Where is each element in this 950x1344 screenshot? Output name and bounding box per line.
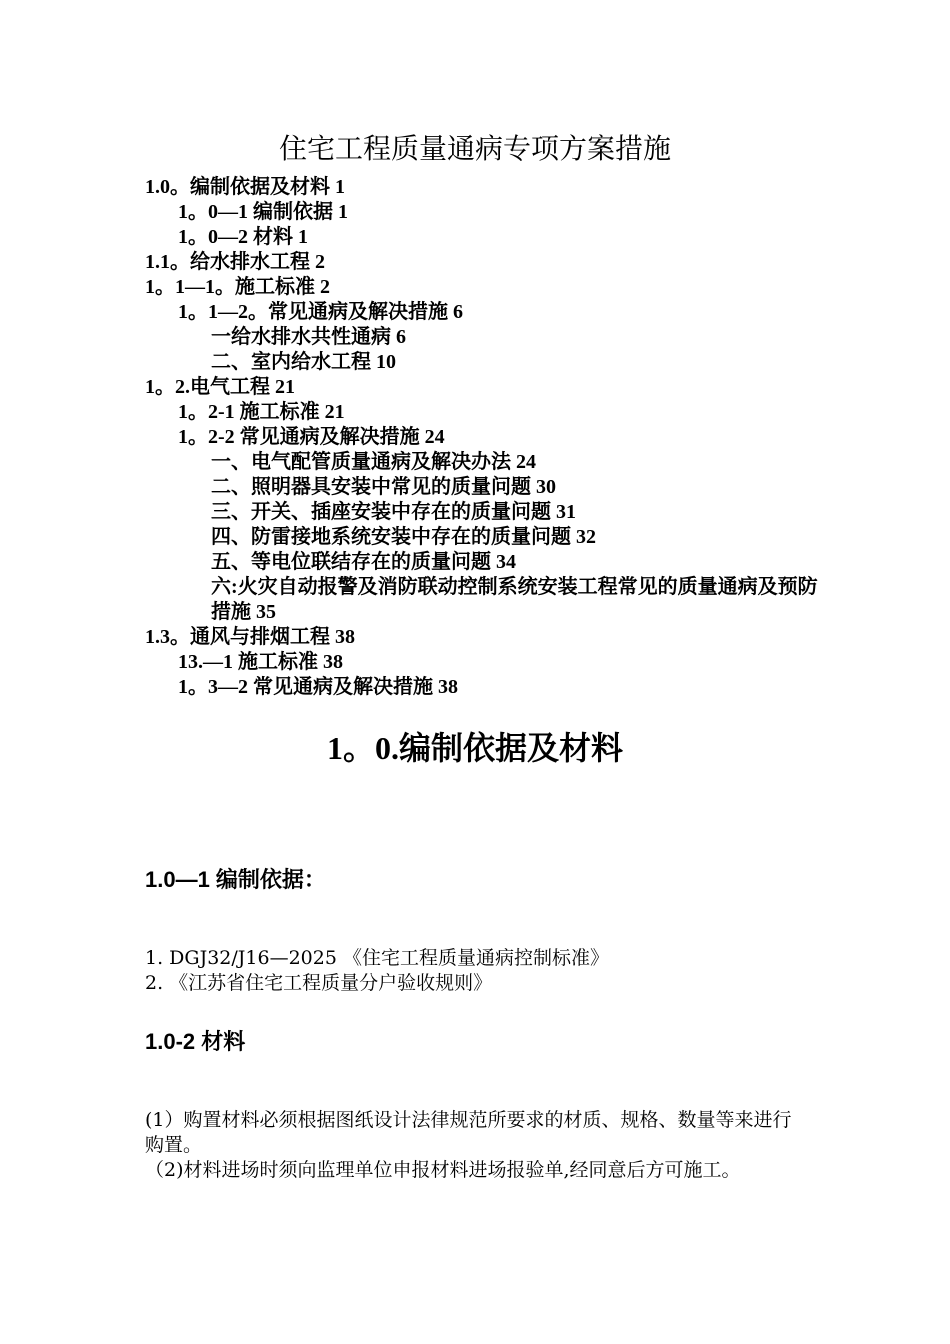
paragraph: （2)材料进场时须向监理单位申报材料进场报验单,经同意后方可施工。 bbox=[145, 1159, 741, 1181]
toc-entry[interactable]: 一给水排水共性通病 6 bbox=[211, 326, 406, 348]
toc-entry[interactable]: 二、室内给水工程 10 bbox=[211, 351, 396, 373]
paragraph: (1）购置材料必须根据图纸设计法律规范所要求的材质、规格、数量等来进行购置。 bbox=[145, 1109, 792, 1156]
toc-entry[interactable]: 1。2-2 常见通病及解决措施 24 bbox=[178, 426, 445, 448]
toc-entry[interactable]: 1。0—2 材料 1 bbox=[178, 226, 308, 248]
toc-entry[interactable]: 六:火灾自动报警及消防联动控制系统安装工程常见的质量通病及预防措施 35 bbox=[211, 576, 818, 623]
toc-entry[interactable]: 二、照明器具安装中常见的质量问题 30 bbox=[211, 476, 556, 498]
document-title: 住宅工程质量通病专项方案措施 bbox=[278, 132, 671, 165]
reference-list bbox=[145, 946, 810, 996]
subsection-heading-basis: 1.0—1 编制依据： bbox=[145, 867, 326, 892]
toc-entry[interactable]: 1.3。通风与排烟工程 38 bbox=[145, 626, 355, 648]
toc-entry[interactable]: 1.0。编制依据及材料 1 bbox=[145, 176, 345, 198]
section-heading: 1。0.编制依据及材料 bbox=[326, 730, 623, 766]
toc-entry[interactable]: 1。3—2 常见通病及解决措施 38 bbox=[178, 676, 458, 698]
table-of-contents bbox=[145, 175, 825, 700]
toc-entry[interactable]: 1。1—2。常见通病及解决措施 6 bbox=[178, 301, 463, 323]
toc-entry[interactable]: 1.1。给水排水工程 2 bbox=[145, 251, 325, 273]
toc-entry[interactable]: 1。0—1 编制依据 1 bbox=[178, 201, 348, 223]
toc-entry[interactable]: 五、等电位联结存在的质量问题 34 bbox=[211, 551, 516, 573]
subsection-heading-materials: 1.0-2 材料 bbox=[145, 1029, 246, 1054]
toc-entry[interactable]: 1。2.电气工程 21 bbox=[145, 376, 295, 398]
toc-entry[interactable]: 1。1—1。施工标准 2 bbox=[145, 276, 330, 298]
list-item: 1. DGJ32/J16—2025 《住宅工程质量通病控制标准》 bbox=[145, 947, 609, 969]
materials-body bbox=[145, 1108, 810, 1183]
list-item: 2. 《江苏省住宅工程质量分户验收规则》 bbox=[145, 972, 493, 994]
toc-entry[interactable]: 一、电气配管质量通病及解决办法 24 bbox=[211, 451, 536, 473]
toc-entry[interactable]: 四、防雷接地系统安装中存在的质量问题 32 bbox=[211, 526, 596, 548]
toc-entry[interactable]: 1。2-1 施工标准 21 bbox=[178, 401, 345, 423]
toc-entry[interactable]: 三、开关、插座安装中存在的质量问题 31 bbox=[211, 501, 576, 523]
toc-entry[interactable]: 13.—1 施工标准 38 bbox=[178, 651, 343, 673]
